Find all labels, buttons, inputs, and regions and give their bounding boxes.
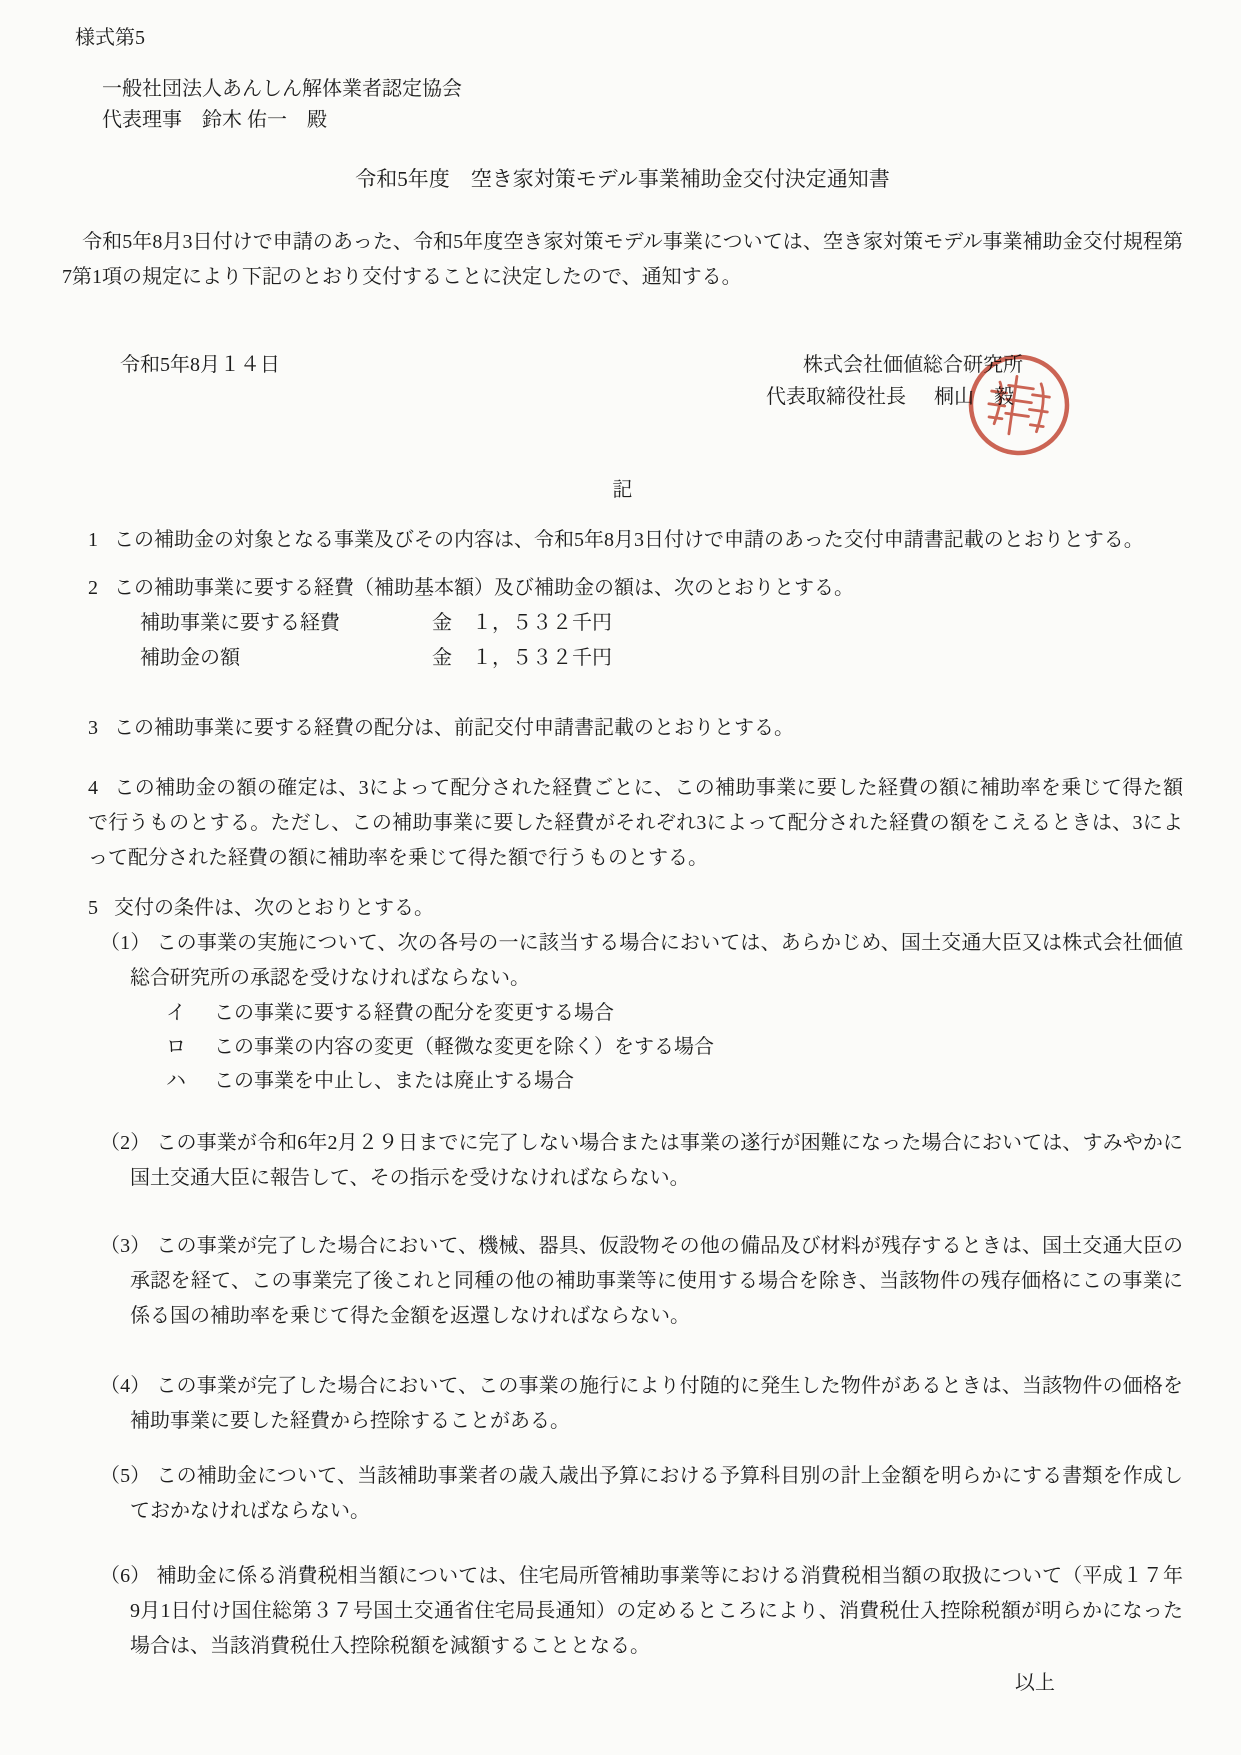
point-ha-mark: ハ — [166, 1070, 186, 1092]
subitem-2 — [100, 1126, 1183, 1196]
point-ro-text: この事業の内容の変更（軽微な変更を除く）をする場合 — [214, 1036, 714, 1058]
item-2-text: この補助事業に要する経費（補助基本額）及び補助金の額は、次のとおりとする。 — [114, 577, 854, 599]
item-4 — [88, 771, 1183, 876]
point-ha-text: この事業を中止し、または廃止する場合 — [214, 1070, 574, 1092]
item-5 — [88, 891, 1183, 1664]
point-ro-mark: ロ — [166, 1036, 186, 1058]
subitem-3-text: この事業が完了した場合において、機械、器具、仮設物その他の備品及び材料が残存するときは、国土交通大臣の承認を経て、この事業完了後これと同種の他の補助事業等に使用する場合を除き、当該物件の残存価格にこの事業に係る国の補助率を乗じて得た金額を返還しなければならない。 — [130, 1235, 1183, 1327]
subitem-4-text: この事業が完了した場合において、この事業の施行により付随的に発生した物件があるときは、当該物件の価格を補助事業に要した経費から控除することがある。 — [130, 1375, 1183, 1432]
item-1 — [88, 523, 1183, 558]
subitem-5 — [100, 1459, 1183, 1529]
amount-label: 補助事業に要する経費 — [140, 612, 340, 634]
subitem-2-number: （2） — [100, 1132, 151, 1154]
amount-row-expenses — [140, 606, 1183, 641]
closing-marker: 以上 — [1015, 1672, 1055, 1694]
amount-label: 補助金の額 — [140, 647, 240, 669]
amount-value: 金 １，５３２千円 — [432, 647, 612, 669]
subitem-4-number: （4） — [100, 1375, 151, 1397]
item-1-text: この補助金の対象となる事業及びその内容は、令和5年8月3日付けで申請のあった交付申請書記載のとおりとする。 — [114, 529, 1144, 551]
subitem-6-number: （6） — [100, 1565, 151, 1587]
item-3 — [88, 711, 1183, 746]
record-marker: 記 — [612, 479, 633, 501]
form-number: 様式第5 — [75, 27, 145, 49]
amount-row-subsidy — [140, 641, 1183, 676]
point-ro — [166, 1030, 1183, 1064]
point-ha — [166, 1064, 1183, 1098]
subitem-5-number: （5） — [100, 1465, 151, 1487]
point-i-mark: イ — [166, 1002, 186, 1024]
issuer-company: 株式会社価値総合研究所 — [803, 354, 1023, 376]
item-4-text: この補助金の額の確定は、3によって配分された経費ごとに、この補助事業に要した経費の額に補助率を乗じて得た額で行うものとする。ただし、この補助事業に要した経費がそれぞれ3によって配分された経費の額をこえるときは、3によって配分された経費の額に補助率を乗じて得た額で行うものとする。 — [88, 777, 1183, 869]
item-3-number: 3 — [88, 717, 98, 739]
item-2-number: 2 — [88, 577, 98, 599]
subitem-3-number: （3） — [100, 1235, 151, 1257]
amount-table — [140, 606, 1183, 676]
representative-name: 桐山 毅 — [934, 386, 1014, 408]
subitem-3 — [100, 1229, 1183, 1334]
recipient-organization: 一般社団法人あんしん解体業者認定協会 — [102, 78, 462, 100]
document-title: 令和5年度 空き家対策モデル事業補助金交付決定通知書 — [355, 167, 890, 191]
subitem-1-number: （1） — [100, 932, 151, 954]
recipient-block — [102, 74, 1183, 136]
point-i-text: この事業に要する経費の配分を変更する場合 — [214, 1002, 614, 1024]
subitem-1 — [100, 926, 1183, 996]
item-5-number: 5 — [88, 897, 98, 919]
issuer-block — [766, 349, 1023, 413]
item-4-number: 4 — [88, 777, 98, 799]
subitem-6 — [100, 1559, 1183, 1664]
amount-value: 金 １，５３２千円 — [432, 612, 612, 634]
subitem-6-text: 補助金に係る消費税相当額については、住宅局所管補助事業等における消費税相当額の取扱について（平成１７年9月1日付け国住総第３７号国土交通省住宅局長通知）の定めるところにより、消費税仕入控除税額が明らかになった場合は、当該消費税仕入控除税額を減額することとなる。 — [130, 1565, 1184, 1657]
item-5-line — [88, 891, 1183, 926]
date-issuer-row — [62, 349, 1183, 413]
subitem-1-text: この事業の実施について、次の各号の一に該当する場合においては、あらかじめ、国土交通大臣又は株式会社価値総合研究所の承認を受けなければならない。 — [130, 932, 1184, 989]
item-3-text: この補助事業に要する経費の配分は、前記交付申請書記載のとおりとする。 — [114, 717, 794, 739]
subitem-5-text: この補助金について、当該補助事業者の歳入歳出予算における予算科目別の計上金額を明らかにする書類を作成しておかなければならない。 — [130, 1465, 1184, 1522]
issuer-representative — [766, 381, 1023, 413]
item-2-line — [88, 571, 1183, 606]
item-1-number: 1 — [88, 529, 98, 551]
item-5-text: 交付の条件は、次のとおりとする。 — [114, 897, 434, 919]
point-i — [166, 996, 1183, 1030]
subitem-4 — [100, 1369, 1183, 1439]
item-2 — [88, 571, 1183, 676]
subitem-2-text: この事業が令和6年2月２９日までに完了しない場合または事業の遂行が困難になった場合においては、すみやかに国土交通大臣に報告して、その指示を受けなければならない。 — [130, 1132, 1184, 1189]
recipient-addressee: 代表理事 鈴木 佑一 殿 — [102, 109, 327, 131]
intro-paragraph: 令和5年8月3日付けで申請のあった、令和5年度空き家対策モデル事業については、空き家対策モデル事業補助金交付規程第7第1項の規定により下記のとおり交付することに決定したので、通知する。 — [62, 231, 1183, 288]
issue-date: 令和5年8月１４日 — [120, 354, 280, 376]
representative-title: 代表取締役社長 — [766, 386, 906, 408]
